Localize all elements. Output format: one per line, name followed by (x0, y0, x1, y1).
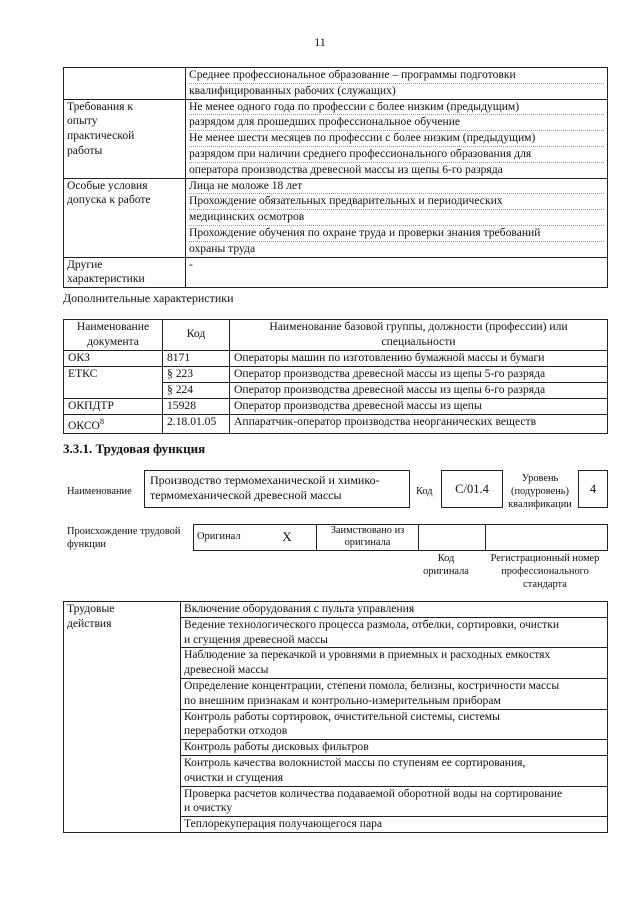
header-line: документа (87, 334, 139, 348)
level-label-line: Уровень (521, 473, 559, 484)
labor-actions-table (63, 601, 608, 833)
label-line: работы (67, 143, 103, 157)
experience-value (186, 99, 608, 178)
label-line: характеристики (67, 272, 145, 286)
doc-cell: ЕТКС (64, 366, 163, 398)
other-characteristics-value (186, 257, 608, 288)
empty-label-cell (64, 68, 186, 100)
doc-cell: ОКПДТР (64, 398, 163, 414)
name-label: Наименование (67, 486, 132, 497)
action-line: Контроль работы дисковых фильтров (184, 740, 369, 754)
borrowed-label (317, 525, 419, 551)
reg-number-line: стандарта (523, 579, 567, 590)
label-line: опыту (67, 114, 98, 128)
value-line: охраны труда (189, 241, 256, 255)
action-line: Контроль качества волокнистой массы по ступеням ее сортирования, (184, 755, 526, 769)
reg-number-line: Регистрационный номер (490, 553, 600, 564)
action-line: Определение концентрации, степени помола, белизны, костричности массы (184, 678, 560, 692)
education-line: квалифицированных рабочих (служащих) (189, 83, 396, 97)
code-header: Код (163, 320, 230, 351)
level-label (504, 472, 576, 511)
name-cell: Оператор производства древесной массы из щепы (230, 398, 608, 414)
experience-label (64, 99, 186, 178)
action-item (181, 617, 608, 648)
code-cell: 15928 (163, 398, 230, 414)
origin-label-line: функции (67, 539, 106, 550)
reg-number-line: профессионального (501, 566, 589, 577)
code-cell: 8171 (163, 350, 230, 366)
origin-table (193, 524, 608, 551)
value-line: - (189, 257, 193, 271)
value-line: разрядом для прошедших профессиональное обучение (189, 115, 604, 131)
education-cell (186, 68, 608, 100)
borrowed-label-line: Заимствовано из (330, 525, 405, 536)
original-label: Оригинал (194, 525, 259, 551)
actions-label-line: действия (67, 616, 112, 630)
code-original-label (414, 552, 478, 578)
doc-header (64, 320, 163, 351)
origin-label (67, 525, 180, 551)
action-line: Включение оборудования с пульта управления (184, 602, 415, 615)
name-cell: Аппаратчик-оператор производства неорганических веществ (230, 414, 608, 434)
label-line: допуска к работе (67, 193, 151, 207)
action-line: Теплорекуперация получающегося пара (184, 817, 383, 831)
footnote-mark: 8 (99, 416, 104, 426)
page-number: 11 (314, 35, 326, 49)
code-cell: § 224 (163, 382, 230, 398)
code-value-box: С/01.4 (441, 470, 503, 508)
origin-label-line: Происхождение трудовой (67, 526, 181, 537)
action-line: и очистку (184, 801, 233, 815)
borrowed-label-line: оригинала (344, 537, 391, 548)
name-header (230, 320, 608, 351)
label-line: Другие (67, 257, 103, 271)
section-title: 3.3.1. Трудовая функция (63, 441, 206, 456)
value-line: разрядом при наличии среднего профессионального образования для (189, 147, 604, 163)
action-line: Наблюдение за перекачкой и уровнями в приемных и расходных емкостях (184, 648, 551, 662)
value-line: медицинских осмотров (189, 210, 604, 226)
other-characteristics-label (64, 257, 186, 288)
special-conditions-label (64, 178, 186, 257)
label-line: практической (67, 129, 135, 143)
code-label: Код (416, 486, 433, 497)
code-original-cell (419, 525, 486, 551)
header-line: специальности (381, 334, 456, 348)
level-label-line: квалификации (508, 499, 572, 510)
name-cell: Оператор производства древесной массы из щепы 6-го разряда (230, 382, 608, 398)
action-item (181, 709, 608, 740)
action-line: очистки и сгущения (184, 770, 284, 784)
action-item (181, 740, 608, 756)
action-line: Проверка расчетов количества подаваемой оборотной воды на сортирование (184, 786, 563, 800)
actions-label-line: Трудовые (67, 602, 115, 615)
additional-characteristics-title: Дополнительные характеристики (63, 291, 234, 305)
value-line: Не менее шести месяцев по профессии с более низким (предыдущим) (189, 131, 604, 147)
action-line: Контроль работы сортировок, очистительной системы, системы (184, 709, 500, 723)
action-item (181, 786, 608, 817)
action-item (181, 648, 608, 679)
code-original-line: оригинала (423, 566, 469, 577)
action-line: и сгущения древесной массы (184, 632, 328, 646)
value-line: Прохождение обучения по охране труда и проверки знания требований (189, 226, 604, 242)
doc-cell (64, 414, 163, 434)
code-original-line: Код (437, 553, 455, 564)
header-line: Наименование базовой группы, должности (профессии) или (269, 320, 568, 333)
name-cell: Операторы машин по изготовлению бумажной массы и бумаги (230, 350, 608, 366)
doc-text: ОКСО (68, 418, 100, 432)
qualification-table (63, 67, 608, 288)
education-line: Среднее профессиональное образование – программы подготовки (189, 68, 604, 84)
special-conditions-value (186, 178, 608, 257)
reg-number-label (482, 552, 608, 591)
action-line: древесной массы (184, 663, 269, 677)
value-line: Не менее одного года по профессии с более низким (предыдущим) (189, 100, 604, 116)
doc-cell: ОКЗ (64, 350, 163, 366)
action-line: по внешним признакам и контрольно-измерительным приборам (184, 693, 501, 707)
action-line: переработки отходов (184, 724, 288, 738)
function-name-line: Производство термомеханической и химико- (150, 473, 380, 487)
value-line: Прохождение обязательных предварительных и периодических (189, 194, 604, 210)
label-line: Особые условия (67, 178, 148, 192)
header-line: Наименование (76, 320, 150, 333)
code-cell: § 223 (163, 366, 230, 382)
action-item (181, 755, 608, 786)
action-line: Ведение технологического процесса размола, отбелки, сортировки, очистки (184, 617, 560, 631)
code-cell: 2.18.01.05 (163, 414, 230, 434)
name-cell: Оператор производства древесной массы из щепы 5-го разряда (230, 366, 608, 382)
label-line: Требования к (67, 99, 134, 113)
level-label-line: (подуровень) (510, 486, 569, 497)
value-line: оператора производства древесной массы из щепы 6-го разряда (189, 162, 503, 176)
original-mark: X (258, 525, 317, 551)
level-value-box: 4 (578, 470, 608, 508)
function-name-line: термомеханической древесной массы (150, 488, 342, 502)
additional-characteristics-table (63, 319, 608, 434)
function-name-box (144, 470, 410, 508)
action-item (181, 817, 608, 833)
reg-number-cell (486, 525, 608, 551)
action-item (181, 678, 608, 709)
labor-actions-label (64, 602, 181, 833)
value-line: Лица не моложе 18 лет (189, 179, 604, 195)
action-item (181, 602, 608, 618)
